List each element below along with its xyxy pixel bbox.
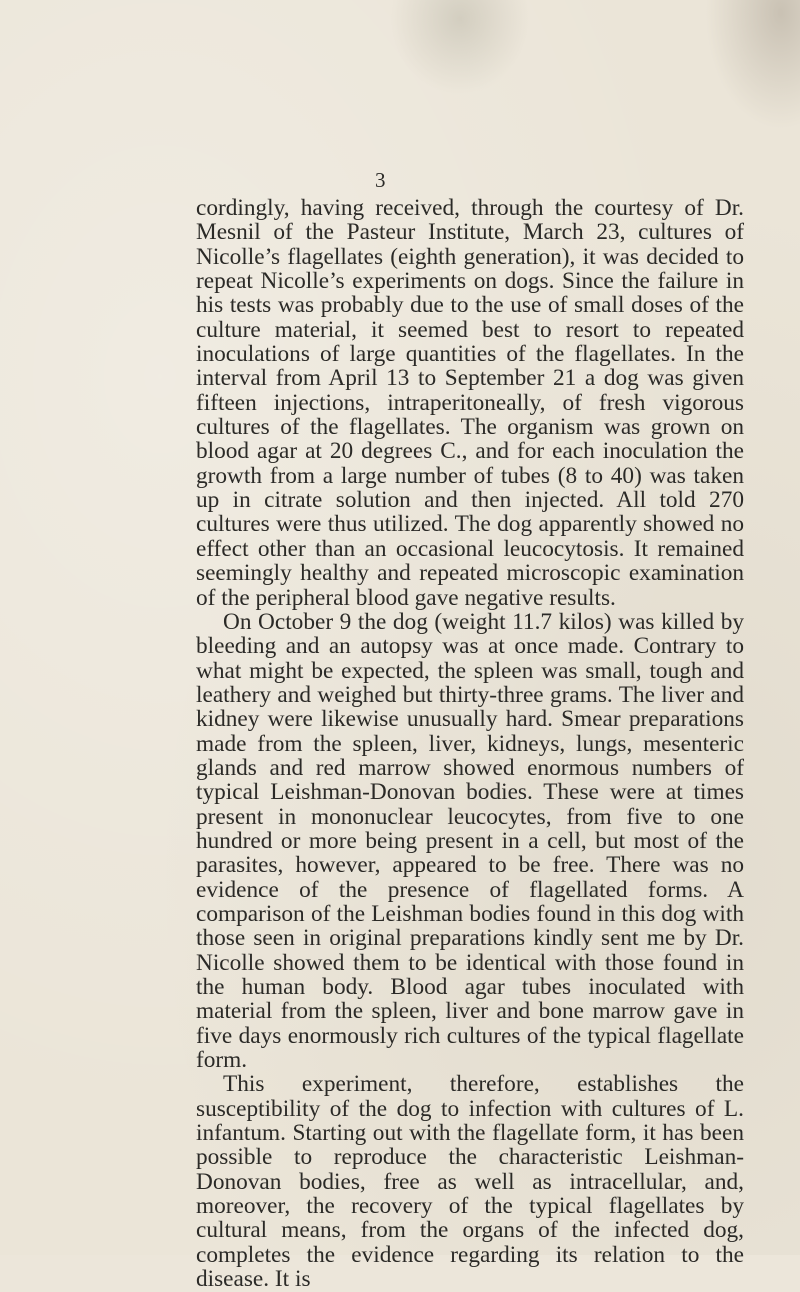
page-number: 3 — [375, 168, 386, 192]
paper-stain — [390, 0, 530, 95]
paragraph: On October 9 the dog (weight 11.7 kilos) was killed by bleeding and an autopsy was at once made. Contrary to what might be expected, the spleen was small, tough and leathery and weighed but thirty-three grams. The liver and kidney were likewise unusually hard. Smear preparations made from the spleen, liver, kidneys, lungs, mesenteric glands and red marrow showed enormous numbers of typical Leishman-Donovan bodies. These were at times present in mononuclear leucocytes, from five to one hundred or more being present in a cell, but most of the parasites, however, appeared to be free. There was no evidence of the presence of flagellated forms. A comparison of the Leishman bodies found in this dog with those seen in original preparations kindly sent me by Dr. Nicolle showed them to be identical with those found in the human body. Blood agar tubes inoculated with material from the spleen, liver and bone marrow gave in five days enormously rich cultures of the typical flagellate form. — [196, 608, 744, 1074]
paper-stain — [705, 0, 800, 130]
paragraph: cordingly, having received, through the courtesy of Dr. Mesnil of the Pasteur Institute, March 23, cultures of Nicolle’s flagellates (eighth generation), it was decided to repeat Nicolle’s experiments on dogs. Since the failure in his tests was probably due to the use of small doses of the culture material, it seemed best to resort to repeated inoculations of large quantities of the flagellates. In the interval from April 13 to September 21 a dog was given fifteen injections, intraperitoneally, of fresh vigorous cultures of the flagellates. The organism was grown on blood agar at 20 degrees C., and for each inoculation the growth from a large number of tubes (8 to 40) was taken up in citrate solution and then injected. All told 270 cultures were thus utilized. The dog apparently showed no effect other than an occasional leucocytosis. It remained seemingly healthy and repeated microscopic examination of the peripheral blood gave negative results. — [196, 195, 744, 611]
paragraph: This experiment, therefore, establishes the susceptibility of the dog to infection with cultures of L. infantum. Starting out with the flagellate form, it has been possible to reproduce the characteristic Leishman-Donovan bodies, free as well as intracellular, and, moreover, the recovery of the typical flagellates by cultural means, from the organs of the infected dog, completes the evidence regarding its relation to the disease. It is — [196, 1071, 744, 1292]
body-text — [196, 196, 744, 1291]
